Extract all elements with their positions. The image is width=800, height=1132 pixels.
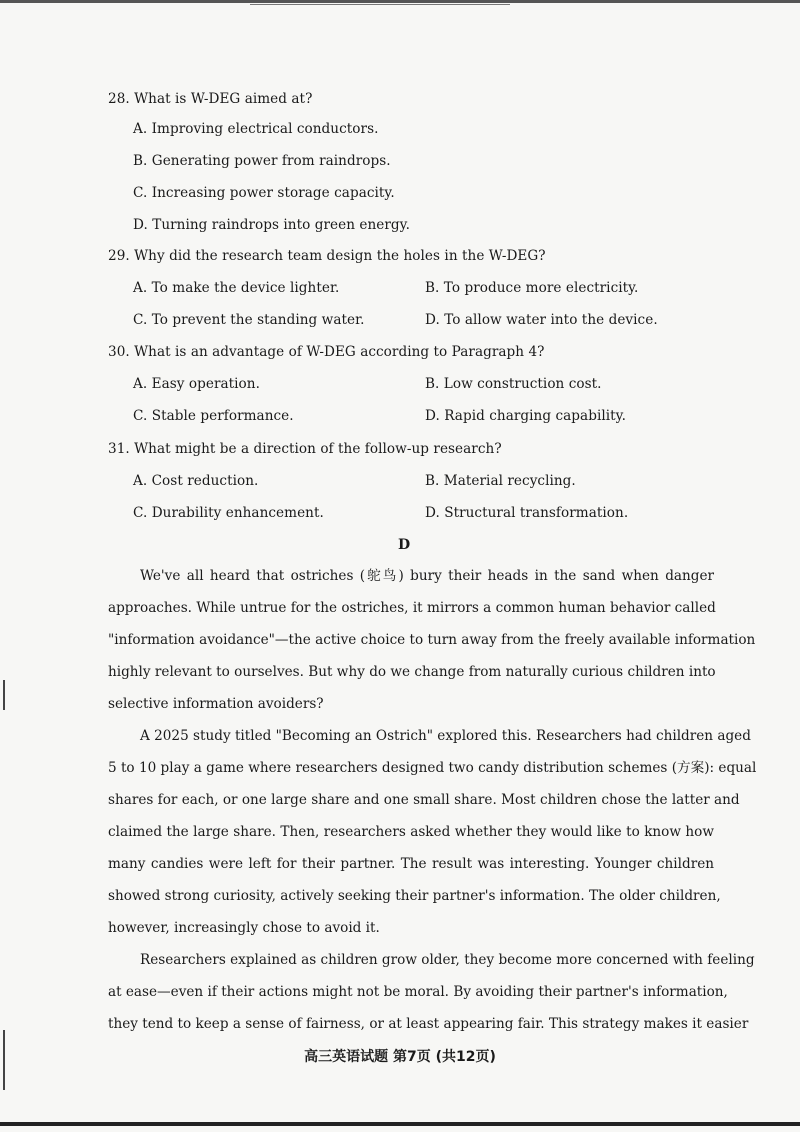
paragraph-line: A 2025 study titled "Becoming an Ostrich" explored this. Researchers had children aged bbox=[140, 728, 751, 744]
question-30 bbox=[108, 343, 545, 361]
margin-mark bbox=[3, 680, 5, 710]
page-top-edge bbox=[0, 0, 800, 3]
option-31-d: D. Structural transformation. bbox=[425, 505, 629, 521]
option-31-b: B. Material recycling. bbox=[425, 473, 576, 489]
option-29-a: A. To make the device lighter. bbox=[133, 280, 340, 296]
option-28-d: D. Turning raindrops into green energy. bbox=[133, 217, 410, 233]
option-30-c: C. Stable performance. bbox=[133, 408, 294, 424]
paragraph-line: 5 to 10 play a game where researchers designed two candy distribution schemes (方案): equal bbox=[108, 760, 757, 776]
question-29 bbox=[108, 247, 546, 265]
page-bottom-edge bbox=[0, 1122, 800, 1126]
paragraph-line: claimed the large share. Then, researchers asked whether they would like to know how bbox=[108, 824, 714, 840]
question-number: 31. bbox=[108, 441, 130, 457]
question-stem: What is an advantage of W-DEG according to Paragraph 4? bbox=[134, 344, 545, 360]
option-28-a: A. Improving electrical conductors. bbox=[133, 121, 379, 137]
paragraph-line: however, increasingly chose to avoid it. bbox=[108, 920, 380, 936]
question-31 bbox=[108, 440, 502, 458]
option-29-b: B. To produce more electricity. bbox=[425, 280, 639, 296]
question-number: 28. bbox=[108, 91, 130, 107]
question-28 bbox=[108, 90, 312, 108]
paragraph-line: at ease—even if their actions might not be moral. By avoiding their partner's information, bbox=[108, 984, 728, 1000]
question-stem: Why did the research team design the holes in the W-DEG? bbox=[134, 248, 546, 264]
paragraph-line: Researchers explained as children grow older, they become more concerned with feeling bbox=[140, 952, 755, 968]
option-29-d: D. To allow water into the device. bbox=[425, 312, 658, 328]
option-30-d: D. Rapid charging capability. bbox=[425, 408, 626, 424]
paragraph-line: many candies were left for their partner. The result was interesting. Younger children bbox=[108, 856, 714, 872]
paragraph-line: highly relevant to ourselves. But why do we change from naturally curious children into bbox=[108, 664, 716, 680]
page-footer: 高三英语试题 第7页 (共12页) bbox=[304, 1049, 496, 1065]
question-stem: What might be a direction of the follow-up research? bbox=[134, 441, 502, 457]
page-top-rule bbox=[250, 4, 510, 5]
paragraph-line: selective information avoiders? bbox=[108, 696, 324, 712]
paragraph-line: showed strong curiosity, actively seeking their partner's information. The older children, bbox=[108, 888, 721, 904]
option-31-a: A. Cost reduction. bbox=[133, 473, 259, 489]
option-31-c: C. Durability enhancement. bbox=[133, 505, 324, 521]
option-30-a: A. Easy operation. bbox=[133, 376, 260, 392]
paragraph-line: We've all heard that ostriches (鸵鸟) bury their heads in the sand when danger bbox=[140, 568, 714, 584]
question-number: 30. bbox=[108, 344, 130, 360]
option-29-c: C. To prevent the standing water. bbox=[133, 312, 365, 328]
option-28-c: C. Increasing power storage capacity. bbox=[133, 185, 395, 201]
paragraph-line: shares for each, or one large share and one small share. Most children chose the latter and bbox=[108, 792, 740, 808]
option-30-b: B. Low construction cost. bbox=[425, 376, 602, 392]
paragraph-line: "information avoidance"—the active choice to turn away from the freely available information bbox=[108, 632, 756, 648]
question-stem: What is W-DEG aimed at? bbox=[134, 91, 313, 107]
option-28-b: B. Generating power from raindrops. bbox=[133, 153, 391, 169]
question-number: 29. bbox=[108, 248, 130, 264]
paragraph-line: they tend to keep a sense of fairness, or at least appearing fair. This strategy makes it easier bbox=[108, 1016, 749, 1032]
section-heading: D bbox=[398, 537, 411, 553]
paragraph-line: approaches. While untrue for the ostriches, it mirrors a common human behavior called bbox=[108, 600, 716, 616]
